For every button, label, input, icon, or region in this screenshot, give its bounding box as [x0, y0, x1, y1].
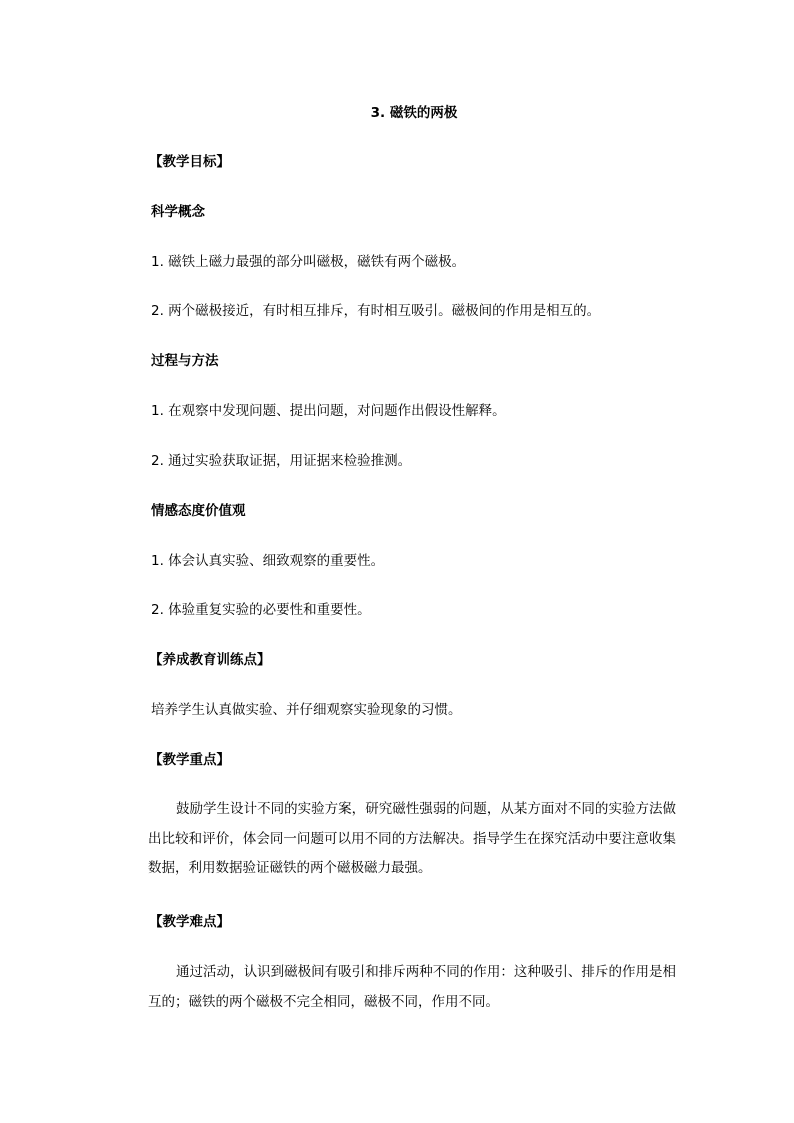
difficulties-text: 通过活动，认识到磁极间有吸引和排斥两种不同的作用：这种吸引、排斥的作用是相互的；磁铁的两个磁极不完全相同，磁极不同，作用不同。 [148, 964, 676, 1010]
attitude-heading: 情感态度价值观 [151, 503, 246, 519]
science-concept-item-2: 2. 两个磁极接近，有时相互排斥，有时相互吸引。磁极间的作用是相互的。 [151, 303, 601, 319]
attitude-item-2: 2. 体验重复实验的必要性和重要性。 [151, 602, 371, 618]
attitude-item-1: 1. 体会认真实验、细致观察的重要性。 [151, 553, 385, 569]
science-concept-item-1: 1. 磁铁上磁力最强的部分叫磁极，磁铁有两个磁极。 [151, 254, 466, 270]
document-title: 3. 磁铁的两极 [370, 105, 458, 121]
habit-heading: 【养成教育训练点】 [149, 652, 271, 668]
process-method-heading: 过程与方法 [151, 353, 219, 369]
key-points-text: 鼓励学生设计不同的实验方案，研究磁性强弱的问题，从某方面对不同的实验方法做出比较和评价，体会同一问题可以用不同的方法解决。指导学生在探究活动中要注意收集数据，利用数据验证磁铁的两个磁极磁力最强。 [148, 801, 676, 876]
process-method-item-2: 2. 通过实验获取证据，用证据来检验推测。 [151, 453, 412, 469]
key-points-heading: 【教学重点】 [149, 752, 230, 768]
science-concept-heading: 科学概念 [151, 204, 205, 220]
objectives-heading: 【教学目标】 [149, 154, 230, 170]
process-method-item-1: 1. 在观察中发现问题、提出问题，对问题作出假设性解释。 [151, 403, 506, 419]
habit-text: 培养学生认真做实验、并仔细观察实验现象的习惯。 [151, 702, 462, 718]
difficulties-heading: 【教学难点】 [149, 914, 230, 930]
